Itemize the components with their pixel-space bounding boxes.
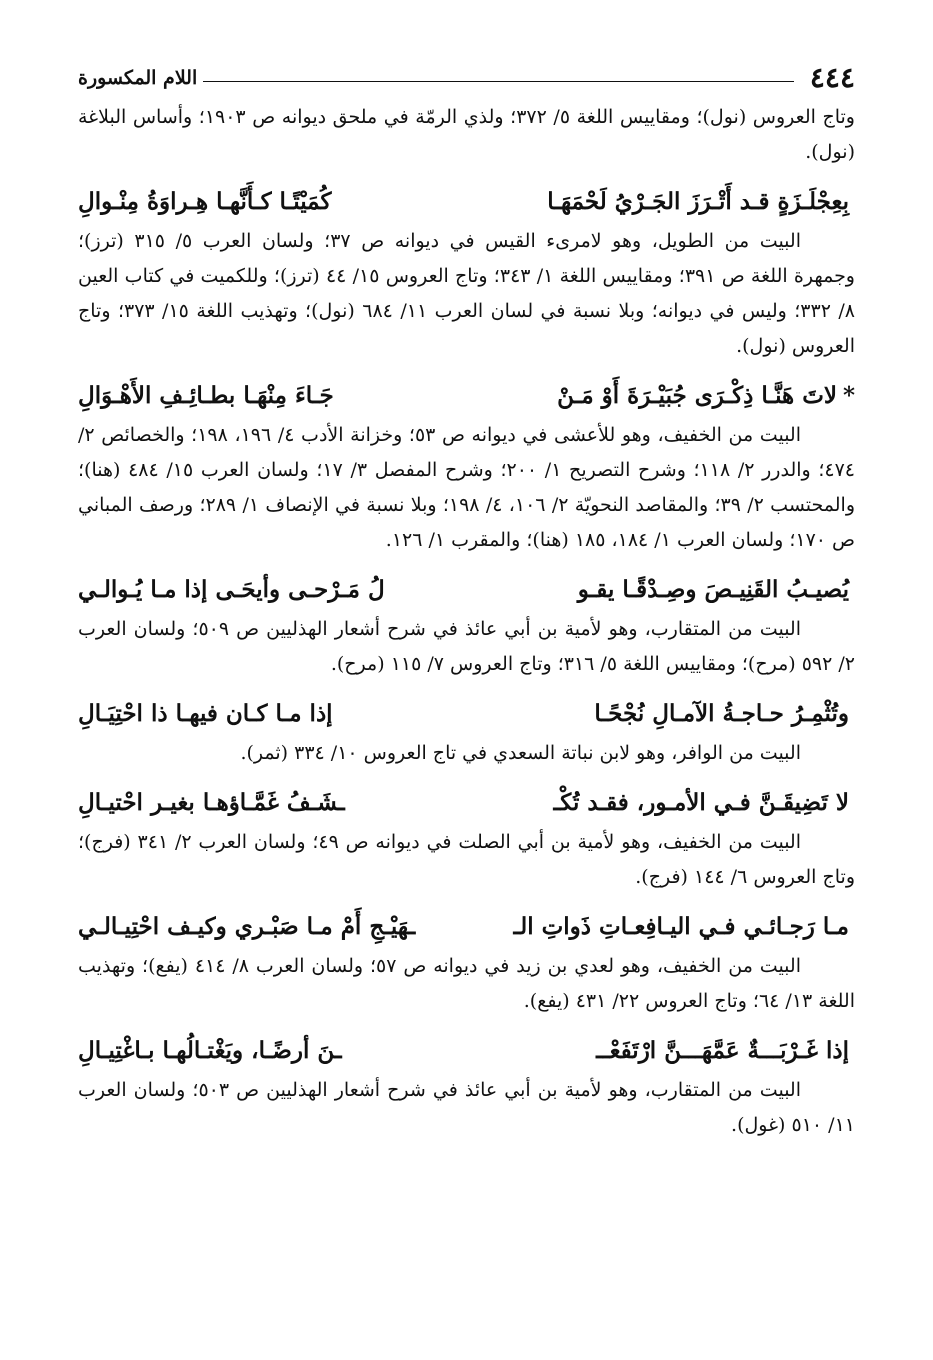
page-header [78,50,855,92]
first-hemistich-text: لا تَضِيقَـنَّ فـي الأمـور، فقـد تُكْـ [553,789,849,816]
first-hemistich-text: مـا رَجـائـي فـي اليـافِعـاتِ ذَواتِ الـ [513,913,849,940]
second-hemistich: ـشَـفُ غَمَّـاؤهـا بغيـر احْتيـالِ [78,789,345,816]
verse-entry [78,905,855,1019]
verse-commentary: البيت من المتقارب، وهو لأمية بن أبي عائذ في شرح أشعار الهذليين ص ٥٠٩؛ ولسان العرب ٢/ ٥٩٢ (مرح)؛ ومقاييس اللغة ٥/ ٣١٦؛ وتاج العروس ٧/ ١١٥ (مرح). [78,618,855,675]
verse-commentary: البيت من الخفيف، وهو للأعشى في ديوانه ص ٥٣؛ وخزانة الأدب ٤/ ١٩٦، ١٩٨؛ والخصائص ٢/ ٤٧٤؛ والدرر ٢/ ١١٨؛ وشرح التصريح ١/ ٢٠٠؛ وشرح المفصل ٣/ ١٧؛ ولسان العرب ١٥/ ٤٨٤ (هنا)؛ والمحتسب ٢/ ٣٩؛ والمقاصد النحويّة ٢/ ١٠٦، ٤/ ١٩٨؛ وبلا نسبة في الإنصاف ١/ ٢٨٩؛ ورصف المباني ص ١٧٠؛ ولسان العرب ١/ ١٨٤، ١٨٥ (هنا)؛ والمقرب ١/ ١٢٦. [78,424,855,551]
verse-commentary: البيت من الطويل، وهو لامرىء القيس في ديوانه ص ٣٧؛ ولسان العرب ٥/ ٣١٥ (ترز)؛ وجمهرة اللغة ص ٣٩١؛ ومقاييس اللغة ١/ ٣٤٣؛ وتاج العروس ١٥/ ٤٤ (ترز)؛ وللكميت في كتاب العين ٨/ ٣٣٢؛ وليس في ديوانه؛ وبلا نسبة في لسان العرب ١١/ ٦٨٤ (نول)؛ وتهذيب اللغة ١٥/ ٣٧٣؛ وتاج العروس (نول). [78,230,855,357]
verse-entry [78,1029,855,1143]
verse-commentary: البيت من الخفيف، وهو لعدي بن زيد في ديوانه ص ٥٧؛ ولسان العرب ٨/ ٤١٤ (يفع)؛ وتهذيب اللغة ١٣/ ٦٤؛ وتاج العروس ٢٢/ ٤٣١ (يفع). [78,955,855,1012]
first-hemistich-text: لاتَ هَنَّـا ذِكْـرَى جُبَيْـرَةَ أَوْ مَـنْ [557,382,837,409]
second-hemistich: جَـاءَ مِنْهَـا بطـائِـفِ الأَهْـوَالِ [78,382,334,409]
first-hemistich-text: وتُثْمِـرُ حـاجـةُ الآمـالِ نُجْحًـا [594,700,849,727]
verse-entry [78,781,855,895]
running-title: اللام المكسورة [78,67,198,89]
first-hemistich-text: يُصيـبُ القَنِيـصَ وصِـدْقًـا يقـو [577,576,849,603]
first-hemistich [596,1029,855,1073]
second-hemistich: إذا مـا كـان فيهـا ذا احْتِيَـالِ [78,700,333,727]
first-hemistich [557,374,855,418]
first-hemistich [514,905,856,949]
second-hemistich: ـهَيْـجِ أَمْ مـا صَبْـري وكيـف احْتِيـالـي [78,913,416,940]
verse-line [78,692,855,736]
second-hemistich: كُمَيْتًـا كـأَنَّهـا هِـراوَةُ مِنْـوالِ [78,188,332,215]
continued-commentary: وتاج العروس (نول)؛ ومقاييس اللغة ٥/ ٣٧٢؛ ولذي الرمّة في ملحق ديوانه ص ١٩٠٣؛ وأساس البلاغة (نول). [78,106,855,163]
verse-entry [78,374,855,558]
first-hemistich-text: بِعِجْلَـزَةٍ قـد أَتْـرَزَ الجَـرْيُ لَحْمَهَـا [547,188,849,215]
header-rule [203,81,794,82]
verse-star-marker: * [842,382,855,409]
verse-line [78,905,855,949]
first-hemistich-text: إذا غَـرْبَـــةٌ عَمَّهَـــنَّ ارْتَفَعْــ [596,1037,849,1064]
verse-line [78,374,855,418]
page-number: ٤٤٤ [809,61,855,94]
first-hemistich [594,692,855,736]
first-hemistich [578,568,855,612]
verse-line [78,568,855,612]
verse-commentary: البيت من الخفيف، وهو لأمية بن أبي الصلت في ديوانه ص ٤٩؛ ولسان العرب ٢/ ٣٤١ (فرج)؛ وتاج العروس ٦/ ١٤٤ (فرج). [78,831,855,888]
verse-entry [78,692,855,771]
verse-commentary: البيت من الوافر، وهو لابن نباتة السعدي في تاج العروس ١٠/ ٣٣٤ (ثمر). [240,742,801,764]
verse-entry [78,568,855,682]
verse-commentary: البيت من المتقارب، وهو لأمية بن أبي عائذ في شرح أشعار الهذليين ص ٥٠٣؛ ولسان العرب ١١/ ٥١٠ (غول). [78,1079,855,1136]
second-hemistich: ـنَ أرضًـا، ويَغْتـالُهـا بـاغْتِيـالِ [78,1037,342,1064]
verse-entry [78,180,855,364]
first-hemistich [547,180,855,224]
verse-line [78,1029,855,1073]
verse-line [78,180,855,224]
first-hemistich [554,781,856,825]
verse-line [78,781,855,825]
second-hemistich: لُ مَـرْحـى وأيحَـى إذا مـا يُـوالـي [78,576,385,603]
